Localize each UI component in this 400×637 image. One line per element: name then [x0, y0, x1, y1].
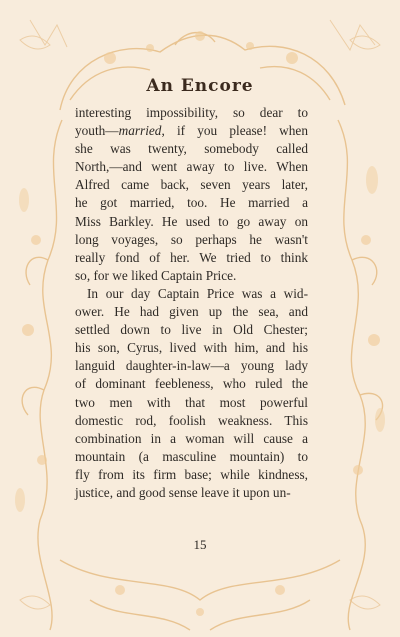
text-line: domestic rod, foolish weakness. This — [75, 412, 308, 428]
text-line: In our day Captain Price was a wid- — [87, 285, 308, 301]
running-head-title: An Encore — [146, 76, 254, 96]
text-line: combination in a woman will cause a — [75, 430, 308, 446]
text-line: his son, Cyrus, lived with him, and his — [75, 340, 308, 356]
text-line: interesting impossibility, so dear to — [75, 105, 308, 120]
text-line: North,—and went away to live. When — [75, 159, 308, 175]
text-line: Miss Barkley. He used to go away on — [75, 213, 308, 229]
text-line: fly from its firm base; while kindness, — [75, 466, 308, 482]
text-line: Alfred came back, seven years later, — [75, 177, 308, 193]
text-line: settled down to live in Old Chester; — [75, 322, 308, 338]
text-line: so, for we liked Captain Price. — [75, 267, 237, 283]
text-line: two men with that most powerful — [75, 394, 308, 410]
text-line: youth—married, if you please! when — [75, 123, 308, 139]
text-line: languid daughter-in-law—a young lady — [75, 358, 308, 374]
text-line: she was twenty, somebody called — [75, 141, 308, 157]
text-line: of dominant feebleness, who ruled the — [75, 376, 308, 392]
page-number: 15 — [193, 537, 207, 552]
text-line: justice, and good sense leave it upon un- — [75, 484, 291, 500]
text-line: long voyages, so perhaps he wasn't — [75, 231, 308, 247]
emphasized-word: married — [118, 123, 162, 139]
text-line: he got married, too. He married a — [75, 195, 308, 211]
body-text — [75, 104, 308, 502]
text-line: really fond of her. We tried to think — [75, 249, 308, 265]
text-line: mountain (a masculine mountain) to — [75, 448, 308, 464]
text-line: ower. He had given up the sea, and — [75, 304, 308, 320]
